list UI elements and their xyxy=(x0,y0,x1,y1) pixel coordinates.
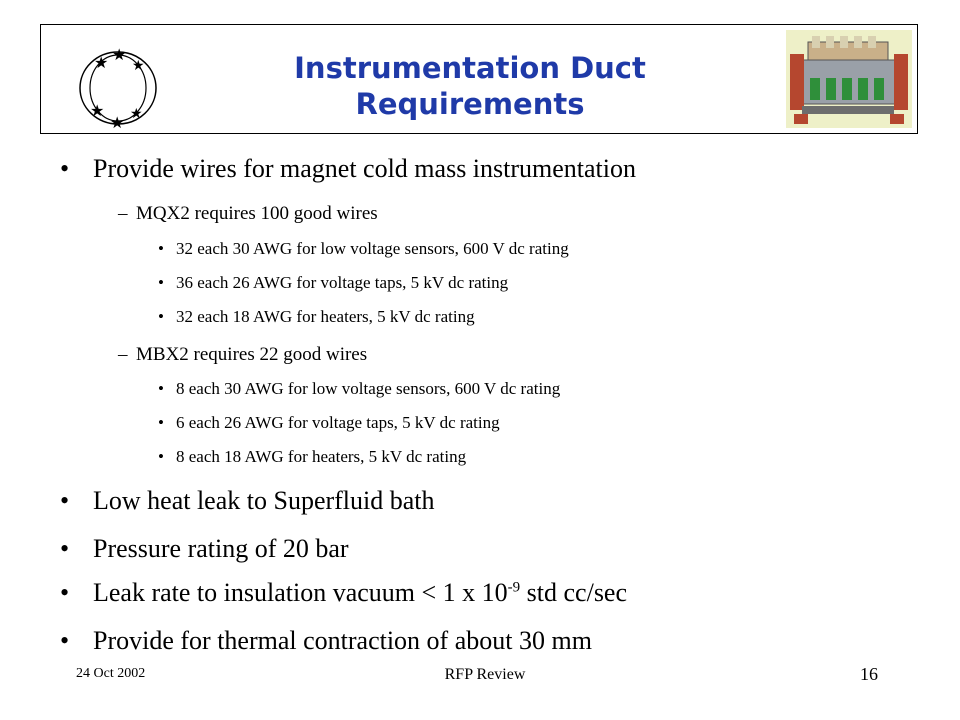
title-line-1: Instrumentation Duct xyxy=(294,51,646,85)
page-number: 16 xyxy=(860,664,878,684)
bullet-dot-icon: • xyxy=(60,578,70,607)
bullet-dot-icon: • xyxy=(60,534,70,563)
svg-text:★: ★ xyxy=(112,45,127,64)
bullet-dot-icon: • xyxy=(60,626,70,655)
bullet-dot-icon: • xyxy=(158,379,164,398)
bullet-dot-icon: • xyxy=(158,447,164,466)
bullet-dot-icon: • xyxy=(158,307,164,326)
bullet-dot-icon: • xyxy=(158,239,164,258)
svg-text:★: ★ xyxy=(110,113,125,132)
svg-text:★: ★ xyxy=(132,58,145,74)
bullet-dot-icon: • xyxy=(158,413,164,432)
svg-text:★: ★ xyxy=(130,106,143,122)
footer-date: 24 Oct 2002 xyxy=(76,666,146,681)
svg-text:★: ★ xyxy=(90,101,105,120)
bullet-dot-icon: • xyxy=(60,486,70,515)
footer-title: RFP Review xyxy=(444,666,526,683)
bullet-dot-icon: • xyxy=(60,154,70,183)
dash-icon: – xyxy=(118,203,128,224)
title-line-2: Requirements xyxy=(355,87,585,121)
magnet-assembly-icon xyxy=(786,30,912,128)
exponent: -9 xyxy=(507,579,521,596)
stars-ring-logo-icon xyxy=(72,44,164,132)
dash-icon: – xyxy=(118,344,128,365)
svg-text:★: ★ xyxy=(94,53,109,72)
bullet-dot-icon: • xyxy=(158,273,164,292)
slide-title xyxy=(200,50,740,122)
